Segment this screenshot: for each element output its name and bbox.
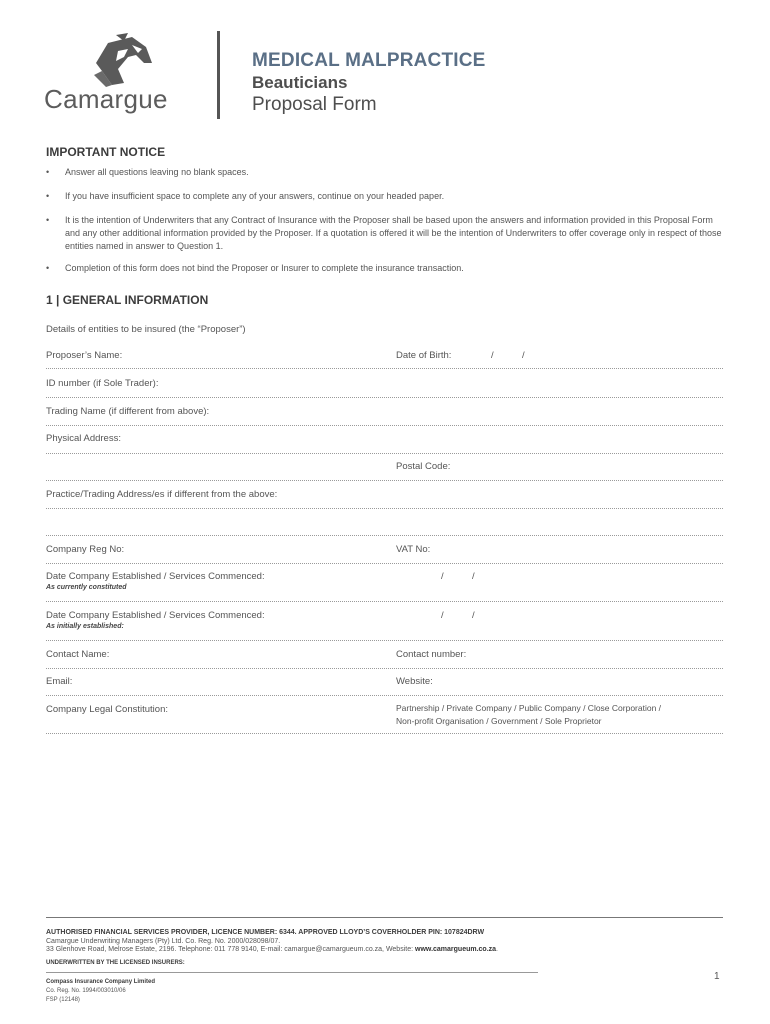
underwritten-heading: UNDERWRITTEN BY THE LICENSED INSURERS: [46, 960, 185, 966]
contact-name-label: Contact Name: [46, 649, 110, 660]
date-separator: / [441, 610, 444, 621]
as-currently-note: As currently constituted [46, 584, 127, 591]
notice-item: • It is the intention of Underwriters that any Contract of Insurance with the Proposer shall be based upon the answers and information provided in this Proposal Form and any other additional information provided by the Proposer. If a quotation is offered it will be the intention of Underwriters to offer coverage only in respect of those entities named in answer to Question 1. [46, 214, 726, 253]
date-separator: / [472, 571, 475, 582]
footer-website-link[interactable]: www.camargueum.co.za [415, 946, 497, 953]
header-divider [217, 31, 220, 119]
proposer-name-field[interactable] [46, 368, 723, 369]
date-established-label: Date Company Established / Services Commenced: [46, 571, 265, 582]
email-label: Email: [46, 676, 73, 687]
constitution-options[interactable]: Partnership / Private Company / Public Company / Close Corporation / [396, 703, 662, 713]
contact-name-field[interactable] [46, 668, 723, 669]
physical-address-label: Physical Address: [46, 433, 121, 444]
notice-list [46, 166, 726, 286]
footer-address-text: 33 Glenhove Road, Melrose Estate, 2196. Telephone: 011 778 9140, E-mail: camargue@camargueum.co.za, Website: [46, 946, 414, 953]
email-field[interactable] [46, 695, 723, 696]
form-title: MEDICAL MALPRACTICE [252, 50, 486, 71]
date-separator: / [522, 350, 525, 361]
trading-name-label: Trading Name (if different from above): [46, 406, 210, 417]
date-established-field[interactable] [46, 601, 723, 602]
section-intro: Details of entities to be insured (the “Proposer”) [46, 324, 246, 335]
date-established-label: Date Company Established / Services Commenced: [46, 610, 265, 621]
id-number-label: ID number (if Sole Trader): [46, 378, 159, 389]
company-reg-field[interactable] [46, 563, 723, 564]
notice-item: • Answer all questions leaving no blank spaces. [46, 166, 726, 179]
footer-divider-2 [46, 972, 538, 973]
section-heading: 1 | GENERAL INFORMATION [46, 293, 209, 307]
practice-address-field[interactable] [46, 535, 723, 536]
footer-period: . [496, 946, 498, 953]
contact-number-label: Contact number: [396, 649, 467, 660]
notice-heading: IMPORTANT NOTICE [46, 145, 166, 159]
date-separator: / [472, 610, 475, 621]
page-number: 1 [714, 971, 720, 982]
legal-constitution-label: Company Legal Constitution: [46, 704, 168, 715]
postal-code-label: Postal Code: [396, 461, 451, 472]
footer-fsp: AUTHORISED FINANCIAL SERVICES PROVIDER, LICENCE NUMBER: 6344. APPROVED LLOYD’S COVERHOLDER PIN: 107824DRW [46, 929, 485, 936]
id-number-field[interactable] [46, 397, 723, 398]
date-separator: / [491, 350, 494, 361]
logo-wordmark: Camargue [44, 84, 168, 114]
as-initially-note: As initially established: [46, 623, 124, 630]
footer-divider [46, 917, 723, 918]
constitution-options[interactable]: Non-profit Organisation / Government / Sole Proprietor [396, 716, 602, 726]
notice-item: • If you have insufficient space to complete any of your answers, continue on your headed paper. [46, 190, 726, 203]
proposer-name-label: Proposer’s Name: [46, 350, 123, 361]
form-type: Proposal Form [252, 94, 377, 115]
date-initially-field[interactable] [46, 640, 723, 641]
website-label: Website: [396, 676, 433, 687]
footer-company: Camargue Underwriting Managers (Pty) Ltd. Co. Reg. No. 2000/028098/07. [46, 938, 281, 945]
footer-address [46, 946, 498, 953]
legal-constitution-field[interactable] [46, 733, 723, 734]
trading-name-field[interactable] [46, 425, 723, 426]
date-separator: / [441, 571, 444, 582]
insurer-reg: Co. Reg. No. 1994/003010/06 [46, 988, 126, 994]
insurer-fsp: FSP (12148) [46, 997, 80, 1003]
notice-item: • Completion of this form does not bind the Proposer or Insurer to complete the insurance transaction. [46, 262, 726, 275]
physical-address-field[interactable] [46, 453, 723, 454]
practice-address-label: Practice/Trading Address/es if different from the above: [46, 489, 278, 500]
postal-code-field[interactable] [46, 480, 723, 481]
dob-label: Date of Birth: [396, 350, 452, 361]
vat-label: VAT No: [396, 544, 431, 555]
practice-address-field[interactable] [46, 508, 723, 509]
insurer-name: Compass Insurance Company Limited [46, 979, 156, 985]
company-reg-label: Company Reg No: [46, 544, 125, 555]
camargue-logo [44, 30, 194, 115]
horse-head-icon [88, 33, 158, 89]
form-subtitle: Beauticians [252, 73, 348, 92]
